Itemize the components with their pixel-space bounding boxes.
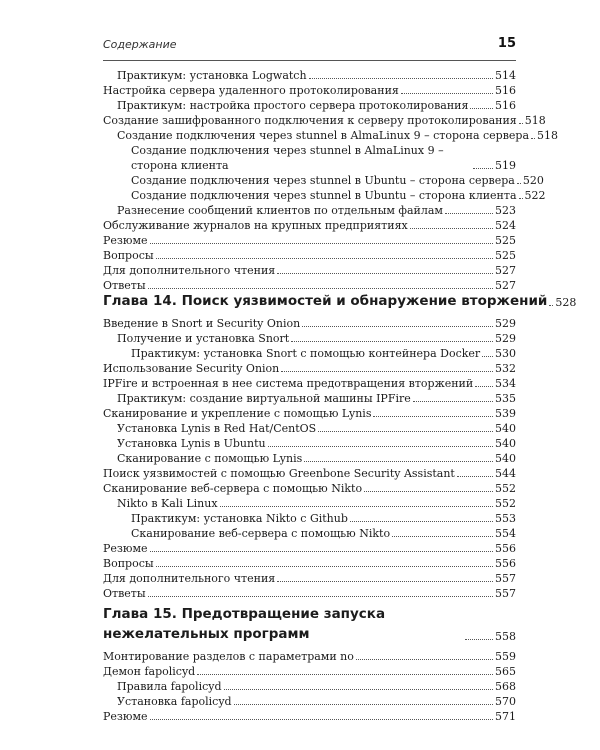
toc-entry[interactable] [103, 361, 516, 376]
toc-entry-title: Введение в Snort и Security Onion [103, 317, 301, 330]
chapter-page: 528 [555, 296, 577, 309]
toc-entry-title: Практикум: установка Nikto с Github [131, 512, 348, 525]
toc-entry-page: 524 [495, 219, 516, 232]
dot-leader [531, 138, 535, 139]
dot-leader [220, 506, 493, 507]
toc-entry-page: 516 [495, 99, 516, 112]
toc-entry[interactable] [117, 451, 516, 466]
dot-leader [356, 659, 493, 660]
toc-entry-page: 523 [495, 204, 516, 217]
toc-entry[interactable] [103, 556, 516, 571]
toc-entry[interactable] [117, 203, 516, 218]
running-header-title: Содержание [103, 38, 177, 51]
dot-leader [318, 431, 493, 432]
dot-leader [519, 123, 523, 124]
dot-leader [268, 446, 493, 447]
chapter-page: 558 [495, 630, 516, 643]
running-header [103, 36, 516, 61]
toc-entry[interactable] [103, 233, 516, 248]
dot-leader [482, 356, 493, 357]
toc-entry-page: 553 [495, 512, 516, 525]
toc-entry[interactable] [117, 128, 559, 143]
dot-leader [150, 719, 493, 720]
toc-entry-page: 534 [495, 377, 516, 390]
dot-leader [517, 183, 521, 184]
dot-leader [309, 78, 493, 79]
dot-leader [413, 401, 493, 402]
toc-entry[interactable] [131, 188, 546, 203]
toc-entry[interactable] [131, 526, 516, 541]
toc-entry[interactable] [117, 98, 516, 113]
toc-entry-page: 540 [495, 437, 516, 450]
toc-entry-title: Использование Security Onion [103, 362, 280, 375]
toc-entry-page: 529 [495, 317, 516, 330]
toc-entry[interactable] [103, 316, 516, 331]
chapter-15-heading[interactable] [103, 604, 516, 644]
toc-entry[interactable] [103, 586, 516, 601]
page-number: 15 [497, 36, 516, 51]
toc-entry-page: 535 [495, 392, 516, 405]
dot-leader [350, 521, 493, 522]
toc-entry-title: Сканирование и укрепление с помощью Lynis [103, 407, 372, 420]
toc-entry[interactable] [103, 466, 516, 481]
toc-entry[interactable] [117, 421, 516, 436]
toc-entry-title: Вопросы [103, 557, 154, 570]
toc-entry[interactable] [131, 143, 516, 173]
toc-entry-page: 568 [495, 680, 516, 693]
toc-entry[interactable] [117, 694, 516, 709]
dot-leader [465, 639, 493, 640]
toc-entry-title: Получение и установка Snort [117, 332, 290, 345]
toc-entry-title: Установка Lynis в Ubuntu [117, 437, 266, 450]
toc-entry-title: Практикум: настройка простого сервера протоколирования [117, 99, 469, 112]
toc-entry-title: Поиск уязвимостей с помощью Greenbone Security Assistant [103, 467, 455, 480]
toc-entry-page: 552 [495, 497, 516, 510]
chapter-14-heading[interactable] [103, 293, 577, 310]
toc-entry-title: Создание подключения через stunnel в AlmaLinux 9 – сторона клиента [131, 144, 444, 172]
toc-entry-page: 540 [495, 452, 516, 465]
toc-entry-page: 552 [495, 482, 516, 495]
toc-entry[interactable] [103, 83, 516, 98]
toc-entry[interactable] [103, 406, 516, 421]
toc-entry[interactable] [103, 709, 516, 724]
toc-entry[interactable] [103, 376, 516, 391]
dot-leader [156, 258, 493, 259]
toc-entry-title: Ответы [103, 279, 146, 292]
dot-leader [445, 213, 493, 214]
toc-entry-title: Nikto в Kali Linux [117, 497, 218, 510]
toc-entry[interactable] [117, 496, 516, 511]
dot-leader [148, 288, 493, 289]
toc-entry-page: 565 [495, 665, 516, 678]
toc-entry-title: Резюме [103, 710, 148, 723]
toc-entry[interactable] [103, 218, 516, 233]
toc-entry-title: Вопросы [103, 249, 154, 262]
toc-entry-page: 532 [495, 362, 516, 375]
toc-entry-title: Сканирование с помощью Lynis [117, 452, 303, 465]
dot-leader [150, 243, 493, 244]
toc-entry-title: Монтирование разделов с параметрами no [103, 650, 354, 663]
toc-entry[interactable] [131, 511, 516, 526]
toc-entry-title: Для дополнительного чтения [103, 264, 276, 277]
toc-entry-title: Практикум: создание виртуальной машины IPFire [117, 392, 411, 405]
toc-entry-title: Установка Lynis в Red Hat/CentOS [117, 422, 317, 435]
toc-entry-title: Для дополнительного чтения [103, 572, 276, 585]
dot-leader [392, 536, 493, 537]
toc-entry[interactable] [103, 571, 516, 586]
toc-entry-page: 519 [495, 159, 516, 172]
toc-entry-title: Сканирование веб-сервера с помощью Nikto [131, 527, 391, 540]
toc-entry[interactable] [103, 278, 516, 293]
toc-entry[interactable] [103, 541, 516, 556]
toc-entry-page: 520 [522, 174, 544, 187]
dot-leader [148, 596, 493, 597]
toc-entry-title: Создание подключения через stunnel в Ubuntu – сторона сервера [131, 174, 515, 187]
toc-entry-title: IPFire и встроенная в нее система предотвращения вторжений [103, 377, 474, 390]
toc-entry-title: Создание подключения через stunnel в Ubuntu – сторона клиента [131, 189, 517, 202]
chapter-title: Глава 14. Поиск уязвимостей и обнаружение вторжений [103, 293, 548, 309]
toc-entry-title: Сканирование веб-сервера с помощью Nikto [103, 482, 363, 495]
toc-entry-title: Правила fapolicyd [117, 680, 222, 693]
dot-leader [457, 476, 493, 477]
toc-entry-page: 557 [495, 572, 516, 585]
dot-leader [197, 674, 493, 675]
toc-entry-page: 570 [495, 695, 516, 708]
dot-leader [291, 341, 493, 342]
toc-entry-page: 529 [495, 332, 516, 345]
toc-entry-page: 527 [495, 264, 516, 277]
dot-leader [277, 581, 493, 582]
dot-leader [519, 198, 523, 199]
toc-entry[interactable] [117, 679, 516, 694]
toc-entry[interactable] [131, 346, 516, 361]
toc-entry[interactable] [103, 248, 516, 263]
toc-entry-title: Ответы [103, 587, 146, 600]
toc-entry-page: 554 [495, 527, 516, 540]
toc-entry-page: 557 [495, 587, 516, 600]
dot-leader [364, 491, 493, 492]
toc-entry-page: 525 [495, 249, 516, 262]
toc-entry-page: 518 [537, 129, 559, 142]
toc-entry-page: 518 [524, 114, 546, 127]
dot-leader [473, 168, 493, 169]
toc-entry[interactable] [117, 391, 516, 406]
dot-leader [549, 305, 553, 306]
toc-entry[interactable] [103, 113, 546, 128]
toc-entry[interactable] [131, 173, 544, 188]
toc-entry-page: 571 [495, 710, 516, 723]
toc-entry[interactable] [103, 664, 516, 679]
toc-entry[interactable] [117, 436, 516, 451]
dot-leader [475, 386, 493, 387]
dot-leader [234, 704, 493, 705]
dot-leader [410, 228, 493, 229]
toc-entry-page: 522 [524, 189, 546, 202]
toc-entry-page: 556 [495, 542, 516, 555]
toc-entry-page: 514 [495, 69, 516, 82]
toc-entry-page: 540 [495, 422, 516, 435]
dot-leader [150, 551, 493, 552]
toc-entry-page: 539 [495, 407, 516, 420]
toc-entry[interactable] [103, 649, 516, 664]
dot-leader [373, 416, 493, 417]
dot-leader [470, 108, 493, 109]
chapter-title: Глава 15. Предотвращение запуска нежелательных программ [103, 606, 386, 642]
toc-entry-page: 525 [495, 234, 516, 247]
dot-leader [156, 566, 493, 567]
dot-leader [277, 273, 493, 274]
dot-leader [304, 461, 493, 462]
toc-entry-page: 527 [495, 279, 516, 292]
toc-entry-title: Создание зашифрованного подключения к серверу протоколирования [103, 114, 517, 127]
toc-entry-page: 556 [495, 557, 516, 570]
toc-entry-page: 516 [495, 84, 516, 97]
toc-entry[interactable] [103, 481, 516, 496]
toc-entry-title: Настройка сервера удаленного протоколирования [103, 84, 399, 97]
toc-entry-title: Установка fapolicyd [117, 695, 232, 708]
toc-entry-title: Обслуживание журналов на крупных предприятиях [103, 219, 408, 232]
dot-leader [224, 689, 493, 690]
toc-entry-page: 559 [495, 650, 516, 663]
toc-entry-title: Резюме [103, 234, 148, 247]
toc-entry-page: 530 [495, 347, 516, 360]
toc-entry[interactable] [117, 331, 516, 346]
toc-entry-title: Создание подключения через stunnel в AlmaLinux 9 – сторона сервера [117, 129, 530, 142]
dot-leader [281, 371, 493, 372]
toc-entry[interactable] [117, 68, 516, 83]
dot-leader [302, 326, 493, 327]
toc-entry-page: 544 [495, 467, 516, 480]
toc-entry[interactable] [103, 263, 516, 278]
toc-entry-title: Разнесение сообщений клиентов по отдельным файлам [117, 204, 443, 217]
toc-entry-title: Практикум: установка Snort с помощью контейнера Docker [131, 347, 481, 360]
dot-leader [401, 93, 493, 94]
toc-entry-title: Практикум: установка Logwatch [117, 69, 307, 82]
toc-entry-title: Резюме [103, 542, 148, 555]
toc-entry-title: Демон fapolicyd [103, 665, 196, 678]
